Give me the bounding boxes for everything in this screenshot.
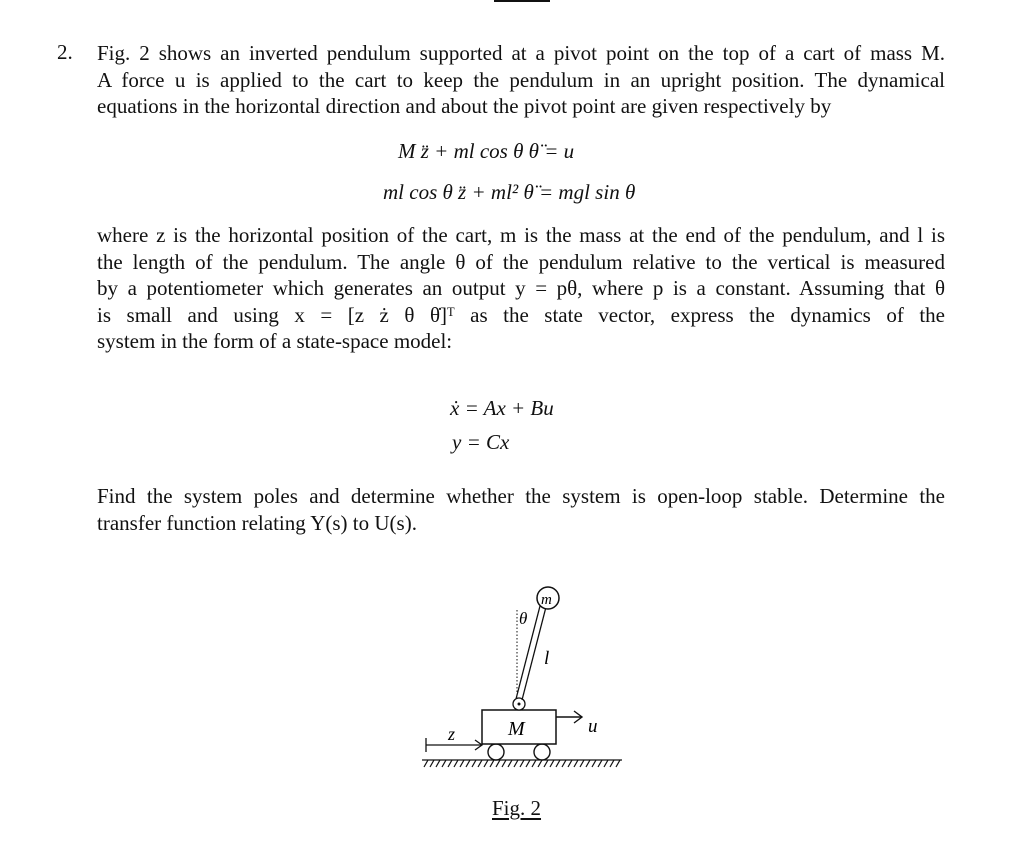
question-number: 2.	[57, 40, 73, 64]
bob-mass-label: m	[541, 592, 552, 608]
intro-line: Fig. 2 shows an inverted pendulum supported at a pivot point on the top of a cart of mass M.	[97, 41, 945, 65]
left-wheel	[488, 744, 504, 760]
equation-pivot: ml cos θ z̈ + ml² θ̈ = mgl sin θ	[383, 180, 636, 204]
equation-horizontal: M z̈ + ml cos θ θ̈ = u	[398, 139, 575, 163]
figure-caption: Fig. 2	[492, 796, 542, 820]
inverted-pendulum-figure	[412, 576, 632, 776]
intro-line: equations in the horizontal direction and about the pivot point are given respectively by	[97, 94, 832, 118]
state-equation: ẋ = Ax + Bu	[450, 396, 554, 420]
description-line: is small and using x = [z ż θ θ̇]ᵀ as the state vector, express the dynamics of the	[97, 302, 945, 327]
ground-hatching	[422, 760, 622, 767]
length-label: l	[544, 648, 550, 669]
question-task	[97, 483, 945, 536]
description-line: where z is the horizontal position of the cart, m is the mass at the end of the pendulum, and l is	[97, 223, 945, 247]
question-intro	[97, 40, 945, 120]
top-rule	[494, 0, 550, 2]
description-line: the length of the pendulum. The angle θ of the pendulum relative to the vertical is measured	[97, 249, 945, 274]
intro-line: A force u is applied to the cart to keep the pendulum in an upright position. The dynamical	[97, 67, 945, 92]
description-line: system in the form of a state-space model:	[97, 329, 453, 353]
output-equation: y = Cx	[452, 430, 510, 454]
question-description	[97, 222, 945, 355]
force-label: u	[588, 716, 598, 737]
cart-mass-label: M	[508, 718, 525, 740]
description-line: by a potentiometer which generates an output y = pθ, where p is a constant. Assuming that θ	[97, 276, 945, 300]
task-line: transfer function relating Y(s) to U(s).	[97, 510, 417, 535]
angle-label: θ	[519, 609, 528, 628]
task-line: Find the system poles and determine whether the system is open-loop stable. Determine the	[97, 484, 945, 508]
right-wheel	[534, 744, 550, 760]
position-label: z	[448, 724, 456, 744]
